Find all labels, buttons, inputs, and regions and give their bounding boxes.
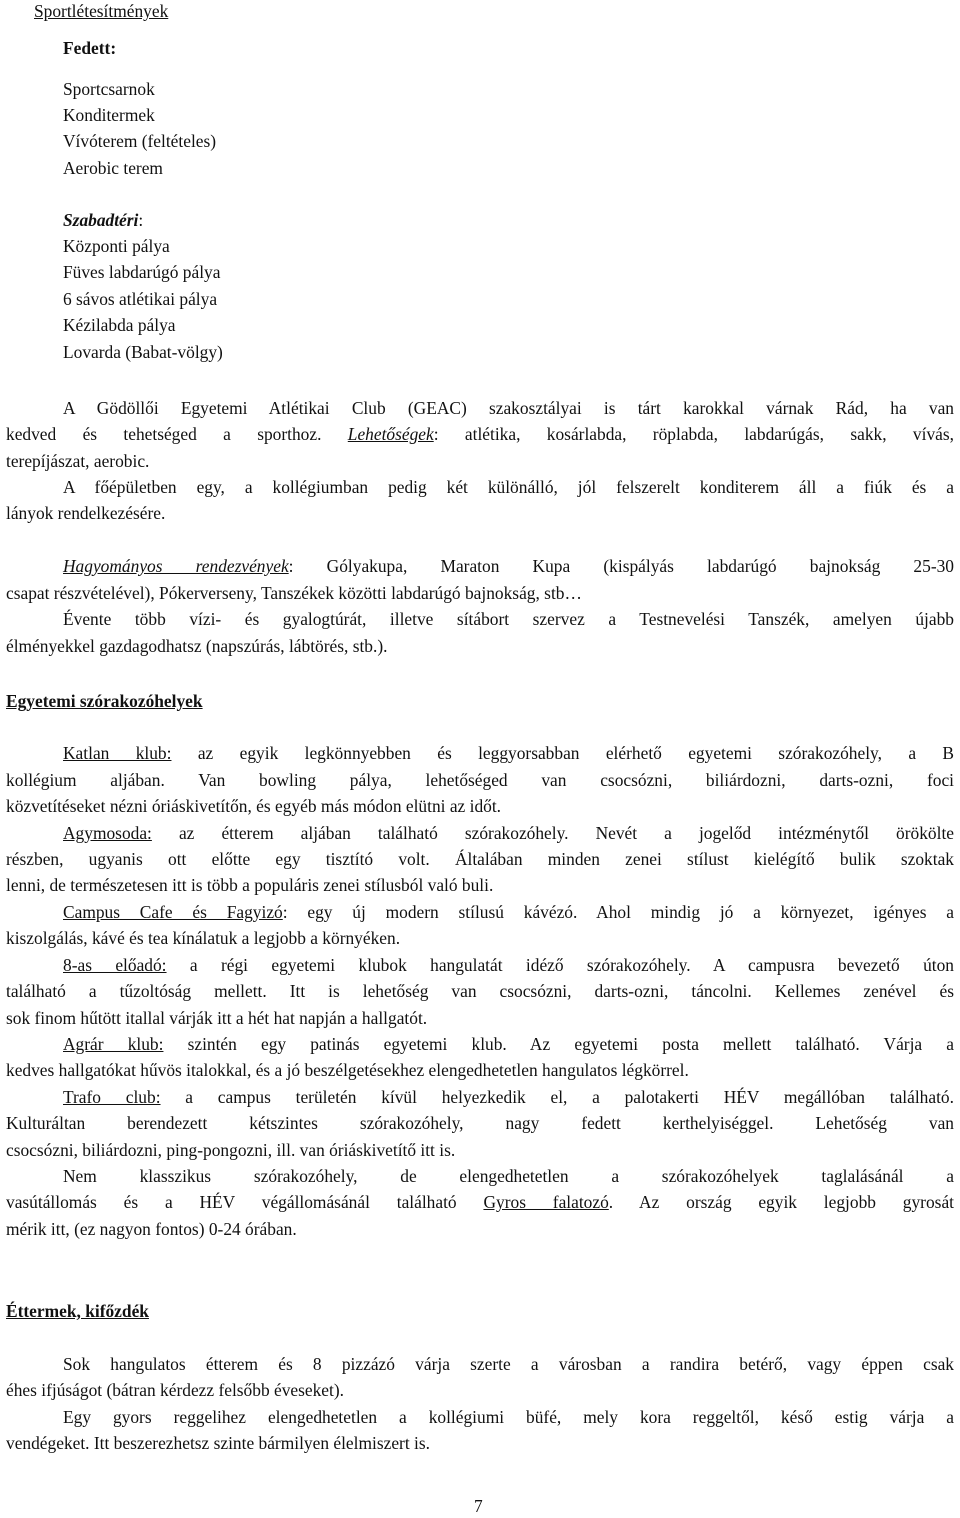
gyros-link: Gyros falatozó xyxy=(483,1192,609,1212)
page-number: 7 xyxy=(474,1496,483,1516)
agymosoda-paragraph-line: részben, ugyanis ott előtte egy tisztító volt. Általában minden zenei stílust kielégítő bulik szoktak xyxy=(6,849,954,869)
gyros-paragraph-line: mérik itt, (ez nagyon fontos) 0-24 órában. xyxy=(6,1219,297,1239)
restaurants-paragraph-line: éhes ifjúságot (bátran kérdezz felsőbb éveseket). xyxy=(6,1380,344,1400)
eloado-link: 8-as előadó: xyxy=(63,955,167,975)
campus-cafe-link: Campus Cafe és Fagyizó xyxy=(63,902,283,922)
tours-paragraph-line: Évente több vízi- és gyalogtúrát, illetve sítábort szervez a Testnevelési Tanszék, amelyen újabb xyxy=(63,609,954,629)
agrar-link: Agrár klub: xyxy=(63,1034,164,1054)
section-title-sport: Sportlétesítmények xyxy=(34,1,169,21)
events-paragraph-line: csapat részvételével), Pókerverseny, Tanszékek közötti labdarúgó bajnokság, stb… xyxy=(6,583,582,603)
events-paragraph-line: Hagyományos rendezvények: Gólyakupa, Maraton Kupa (kispályás labdarúgó bajnokság 25-30 xyxy=(63,556,954,576)
agrar-paragraph-line: kedves hallgatókat hűvös italokkal, és a jó beszélgetésekhez elengedhetetlen hangulatos légkörrel. xyxy=(6,1060,689,1080)
eloado-paragraph-line: sok finom hűtött itallal várják itt a hét hat napján a hallgatót. xyxy=(6,1008,428,1028)
buffet-paragraph-line: Egy gyors reggelihez elengedhetetlen a kollégiumi büfé, mely kora reggeltől, késő estig várja a xyxy=(63,1407,954,1427)
campus-paragraph-line: kiszolgálás, kávé és tea kínálatuk a legjobb a környéken. xyxy=(6,928,401,948)
events-label: Hagyományos rendezvények xyxy=(63,556,289,576)
list-item: Lovarda (Babat-völgy) xyxy=(63,342,223,362)
gym-paragraph-line: A főépületben egy, a kollégiumban pedig két különálló, jól felszerelt konditerem áll a fiúk és a xyxy=(63,477,954,497)
restaurants-paragraph-line: Sok hangulatos étterem és 8 pizzázó várja szerte a városban a randira betérő, vagy éppen csak xyxy=(63,1354,954,1374)
eloado-paragraph-line: található a tűzoltóság mellett. Itt is lehetőség van csocsózni, darts-ozni, táncolni. Kellemes zenével és xyxy=(6,981,954,1001)
list-item: Központi pálya xyxy=(63,236,170,256)
katlan-paragraph-line: közvetítéseket nézni óriáskivetítőn, és egyéb más módon elütni az időt. xyxy=(6,796,502,816)
list-item: Aerobic terem xyxy=(63,158,163,178)
list-item: Füves labdarúgó pálya xyxy=(63,262,221,282)
list-item: Kézilabda pálya xyxy=(63,315,176,335)
lehetosegek-label: Lehetőségek xyxy=(347,424,434,444)
section-title-entertainment: Egyetemi szórakozóhelyek xyxy=(6,691,203,711)
geac-paragraph-line: terepíjászat, aerobic. xyxy=(6,451,150,471)
eloado-paragraph-line: 8-as előadó: a régi egyetemi klubok hangulatát idéző szórakozóhely. A campusra bevezető úton xyxy=(63,955,955,975)
list-item: Sportcsarnok xyxy=(63,79,155,99)
gym-paragraph-line: lányok rendelkezésére. xyxy=(6,503,166,523)
list-item: Konditermek xyxy=(63,105,155,125)
section-title-restaurants: Éttermek, kifőzdék xyxy=(6,1301,149,1321)
geac-paragraph-line: A Gödöllői Egyetemi Atlétikai Club (GEAC) szakosztályai is tárt karokkal várnak Rád, ha van xyxy=(63,398,954,418)
gyros-paragraph-line: Nem klasszikus szórakozóhely, de elengedhetetlen a szórakozóhelyek taglalásánál a xyxy=(63,1166,954,1186)
trafo-paragraph-line: Kulturáltan berendezett kétszintes szórakozóhely, nagy fedett kerthelyiséggel. Lehetőség van xyxy=(6,1113,954,1133)
campus-paragraph-line: Campus Cafe és Fagyizó: egy új modern stílusú kávézó. Ahol mindig jó a környezet, igényes a xyxy=(63,902,955,922)
agymosoda-paragraph-line: lenni, de természetesen itt is több a populáris zenei stílusból való buli. xyxy=(6,875,494,895)
agrar-paragraph-line: Agrár klub: szintén egy patinás egyetemi klub. Az egyetemi posta mellett található. Várja a xyxy=(63,1034,955,1054)
agymosoda-paragraph-line: Agymosoda: az étterem aljában található szórakozóhely. Nevét a jogelőd intézménytől örökölte xyxy=(63,823,954,843)
trafo-link: Trafo club: xyxy=(63,1087,161,1107)
trafo-paragraph-line: Trafo club: a campus területén kívül helyezkedik el, a palotakerti HÉV megállóban található. xyxy=(63,1087,954,1107)
buffet-paragraph-line: vendégeket. Itt beszerezhetsz szinte bármilyen élelmiszert is. xyxy=(6,1433,430,1453)
list-item: 6 sávos atlétikai pálya xyxy=(63,289,218,309)
katlan-paragraph-line: Katlan klub: az egyik legkönnyebben és leggyorsabban elérhető egyetemi szórakozóhely, a B xyxy=(63,743,954,763)
agymosoda-link: Agymosoda: xyxy=(63,823,152,843)
covered-heading: Fedett: xyxy=(63,38,117,58)
katlan-link: Katlan klub: xyxy=(63,743,172,763)
list-item: Vívóterem (feltételes) xyxy=(63,131,217,151)
geac-paragraph-line: kedved és tehetséged a sporthoz. Lehetőségek: atlétika, kosárlabda, röplabda, labdarúgás, sakk, vívás, xyxy=(6,424,954,444)
gyros-paragraph-line: vasútállomás és a HÉV végállomásánál található Gyros falatozó. Az ország egyik legjobb gyrosát xyxy=(6,1192,954,1212)
outdoor-heading: Szabadtéri: xyxy=(63,210,144,230)
katlan-paragraph-line: kollégium aljában. Van bowling pálya, lehetőséged van csocsózni, biliárdozni, darts-ozni, foci xyxy=(6,770,954,790)
trafo-paragraph-line: csocsózni, biliárdozni, ping-pongozni, ill. van óriáskivetítő itt is. xyxy=(6,1140,456,1160)
tours-paragraph-line: élményekkel gazdagodhatsz (napszúrás, lábtörés, stb.). xyxy=(6,636,388,656)
